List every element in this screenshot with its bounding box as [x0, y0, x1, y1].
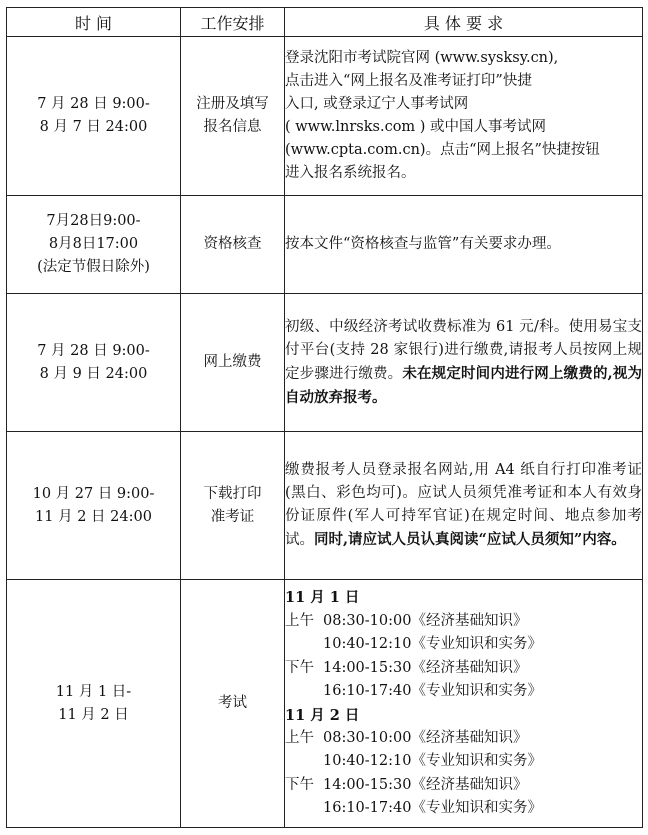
detail-line: 入口, 或登录辽宁人事考试网 [285, 96, 469, 112]
exam-date: 11 月 1 日 [285, 589, 360, 607]
session-period: 上午 [285, 729, 314, 746]
task-cell [181, 196, 285, 294]
task-line: 考试 [218, 695, 247, 711]
time-cell [7, 37, 181, 196]
detail-cell [285, 37, 643, 196]
task-line: 下载打印 [203, 485, 262, 502]
header-time: 时 间 [7, 8, 181, 37]
task-line: 准考证 [210, 508, 255, 525]
header-row [7, 8, 643, 37]
exam-session [285, 774, 642, 797]
table-row [7, 196, 643, 294]
session-time: 14:00-15:30 [323, 659, 412, 676]
time-line: 10 月 27 日 9:00- [32, 485, 155, 502]
task-cell [181, 580, 285, 828]
session-subject: 《专业知识和实务》 [411, 683, 542, 700]
session-time: 16:10-17:40 [323, 800, 412, 817]
time-cell [7, 196, 181, 294]
table-row [7, 294, 643, 432]
time-line: 8 月 7 日 24:00 [39, 119, 148, 135]
time-line: 7 月 28 日 9:00- [37, 96, 150, 112]
schedule-table [6, 7, 643, 828]
time-line: 8月8日17:00 [48, 236, 139, 252]
detail-cell [285, 432, 643, 580]
task-line: 网上缴费 [203, 354, 262, 370]
detail-line: (www.cpta.com.cn)。点击“网上报名”快捷按钮 [285, 142, 600, 158]
time-line: 11 月 2 日 24:00 [35, 508, 152, 525]
session-time: 16:10-17:40 [323, 683, 412, 700]
time-line: 11 月 1 日- [55, 683, 132, 700]
session-subject: 《经济基础知识》 [411, 776, 528, 793]
exam-session [285, 657, 642, 680]
session-time: 10:40-12:10 [323, 636, 412, 653]
detail-cell [285, 294, 643, 432]
time-line: 8 月 9 日 24:00 [39, 365, 148, 382]
exam-session [285, 680, 642, 703]
session-period: 下午 [285, 659, 314, 676]
detail-line: 登录沈阳市考试院官网 (www.sysksy.cn), [285, 50, 559, 66]
session-period: 下午 [285, 776, 314, 793]
header-task: 工作安排 [181, 8, 285, 37]
time-cell [7, 580, 181, 828]
session-time: 08:30-10:00 [323, 612, 412, 629]
detail-text: 初级、中级经济考试收费标准为 61 元/科。使用易宝支付平台(支持 28 家银行)进行缴费,请报考人员按网上规定步骤进行缴费。 [285, 318, 642, 382]
session-subject: 《经济基础知识》 [411, 612, 528, 629]
task-line: 资格核查 [203, 236, 262, 252]
task-line: 报名信息 [203, 119, 262, 135]
detail-bold-text: 未在规定时间内进行网上缴费的,视为自动放弃报考。 [285, 364, 643, 406]
session-subject: 《专业知识和实务》 [411, 636, 542, 653]
session-subject: 《专业知识和实务》 [411, 800, 542, 817]
session-period: 上午 [285, 612, 314, 629]
session-subject: 《专业知识和实务》 [411, 753, 542, 770]
task-cell [181, 294, 285, 432]
time-line: 11 月 2 日 [58, 706, 129, 723]
exam-session [285, 797, 642, 820]
table-row [7, 37, 643, 196]
session-subject: 《经济基础知识》 [411, 729, 528, 746]
exam-session [285, 633, 642, 656]
exam-session [285, 610, 642, 633]
task-line: 注册及填写 [196, 96, 269, 112]
detail-line: ( www.lnrsks.com ) 或中国人事考试网 [285, 119, 547, 135]
session-time: 10:40-12:10 [323, 753, 412, 770]
session-time: 14:00-15:30 [323, 776, 412, 793]
time-cell [7, 432, 181, 580]
task-cell [181, 37, 285, 196]
detail-text: 缴费报考人员登录报名网站,用 A4 纸自行打印准考证(黑白、彩色均可)。应试人员须凭准考证和本人有效身份证原件(军人可持军官证)在规定时间、地点参加考试。 [285, 462, 642, 548]
exam-date: 11 月 2 日 [285, 706, 360, 724]
task-cell [181, 432, 285, 580]
detail-line: 按本文件“资格核查与监管”有关要求办理。 [285, 236, 561, 252]
detail-line: 点击进入“网上报名及准考证打印”快捷 [285, 73, 532, 89]
table-row [7, 580, 643, 828]
time-line: (法定节假日除外) [37, 259, 150, 275]
session-time: 08:30-10:00 [323, 729, 412, 746]
session-subject: 《经济基础知识》 [411, 659, 528, 676]
time-cell [7, 294, 181, 432]
exam-session [285, 727, 642, 750]
header-detail: 具 体 要 求 [285, 8, 643, 37]
table-row [7, 432, 643, 580]
time-line: 7月28日9:00- [46, 213, 141, 229]
exam-session [285, 750, 642, 773]
detail-cell [285, 196, 643, 294]
time-line: 7 月 28 日 9:00- [37, 342, 150, 359]
detail-line: 进入报名系统报名。 [285, 165, 416, 181]
exam-schedule-cell [285, 580, 643, 828]
detail-bold-text: 同时,请应试人员认真阅读“应试人员须知”内容。 [314, 531, 626, 548]
